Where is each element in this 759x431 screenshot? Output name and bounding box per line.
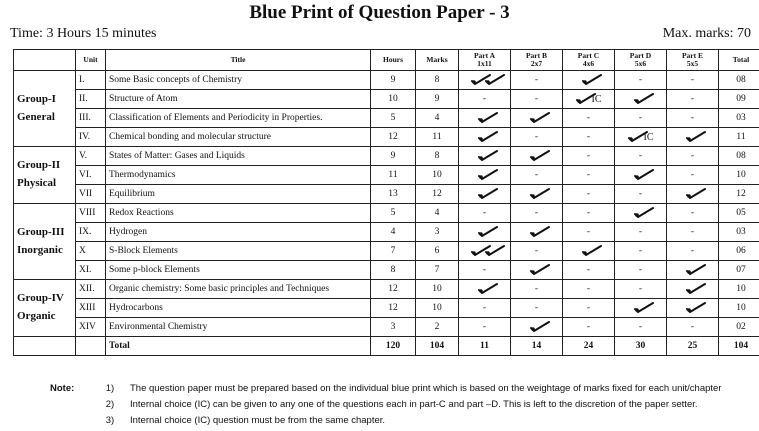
dash-mark: - [638,284,643,294]
table-row [14,128,759,147]
table-row [14,90,759,109]
dash-mark: - [638,75,643,85]
column-header: Part B 2x7 [511,50,563,71]
part-c-cell [563,261,615,280]
part-b-cell [511,71,563,90]
total-empty-cell [76,337,106,356]
title-cell: Environmental Chemistry [106,318,371,337]
unit-cell: II. [76,90,106,109]
check-mark-icon [686,286,700,292]
dash-mark: - [586,208,591,218]
dash-mark: - [534,75,539,85]
check-mark-icon [530,191,544,197]
unit-cell: VI. [76,166,106,185]
check-mark-icon [471,77,485,83]
unit-cell: IV. [76,128,106,147]
marks-cell: 7 [416,261,459,280]
unit-cell: I. [76,71,106,90]
table-row [14,223,759,242]
title-cell: Hydrocarbons [106,299,371,318]
check-mark-icon [582,248,596,254]
dash-mark: - [586,151,591,161]
internal-choice-label: IC [591,93,602,105]
check-mark-icon [478,153,492,159]
title-cell: Organic chemistry: Some basic principles and Techniques [106,280,371,299]
unit-cell: VII [76,185,106,204]
note-item [50,397,721,413]
part-d-cell [615,242,667,261]
note-label [50,397,90,413]
group-label: Group-III Inorganic [14,204,76,280]
part-b-cell [511,166,563,185]
grand-total: 104 [719,337,759,356]
column-header: Unit [76,50,106,71]
table-row [14,261,759,280]
marks-cell: 3 [416,223,459,242]
title-cell: Structure of Atom [106,90,371,109]
part-b-cell [511,242,563,261]
row-total-cell: 08 [719,147,759,166]
part-a-cell [459,90,511,109]
dash-mark: - [586,132,591,142]
hours-cell: 12 [371,299,416,318]
table-row [14,204,759,223]
part-b-cell [511,109,563,128]
title-cell: Hydrogen [106,223,371,242]
hours-cell: 8 [371,261,416,280]
hours-cell: 3 [371,318,416,337]
table-row [14,147,759,166]
dash-mark: - [690,208,695,218]
total-hours: 120 [371,337,416,356]
check-mark-icon [478,134,492,140]
part-c-cell [563,223,615,242]
unit-cell: XI. [76,261,106,280]
part-e-cell [667,166,719,185]
check-mark-icon [478,229,492,235]
dash-mark: - [638,189,643,199]
blueprint-table [13,49,759,356]
part-c-cell [563,147,615,166]
hours-cell: 13 [371,185,416,204]
hours-cell: 12 [371,280,416,299]
part-b-cell [511,318,563,337]
unit-cell: X [76,242,106,261]
marks-cell: 2 [416,318,459,337]
hours-cell: 7 [371,242,416,261]
unit-cell: III. [76,109,106,128]
part-a-cell [459,71,511,90]
title-cell: S-Block Elements [106,242,371,261]
marks-cell: 4 [416,109,459,128]
part-c-cell [563,90,615,109]
total-part-e: 25 [667,337,719,356]
total-part-b: 14 [511,337,563,356]
row-total-cell: 10 [719,299,759,318]
dash-mark: - [586,265,591,275]
part-b-cell [511,223,563,242]
internal-choice-label: IC [643,131,654,143]
unit-cell: IX. [76,223,106,242]
total-row [14,337,759,356]
part-b-cell [511,185,563,204]
note-label: Note: [50,383,75,394]
hours-cell: 5 [371,109,416,128]
part-c-cell [563,128,615,147]
part-b-cell [511,261,563,280]
column-header: Title [106,50,371,71]
part-a-cell [459,299,511,318]
hours-cell: 12 [371,128,416,147]
part-b-cell [511,147,563,166]
title-cell: Equilibrium [106,185,371,204]
part-d-cell [615,280,667,299]
part-a-cell [459,147,511,166]
hours-cell: 9 [371,71,416,90]
row-total-cell: 06 [719,242,759,261]
dash-mark: - [690,227,695,237]
table-row [14,280,759,299]
check-mark-icon [634,96,648,102]
unit-cell: VIII [76,204,106,223]
dash-mark: - [482,94,487,104]
part-d-cell [615,185,667,204]
unit-cell: XIV [76,318,106,337]
dash-mark: - [586,113,591,123]
dash-mark: - [586,284,591,294]
check-mark-icon [686,305,700,311]
part-e-cell [667,261,719,280]
title-cell: Some p-block Elements [106,261,371,280]
title-cell: Classification of Elements and Periodicity in Properties. [106,109,371,128]
row-total-cell: 02 [719,318,759,337]
row-total-cell: 03 [719,109,759,128]
part-a-cell [459,166,511,185]
part-c-cell [563,109,615,128]
unit-cell: XIII [76,299,106,318]
header-group-cell [14,50,76,71]
dash-mark: - [482,265,487,275]
part-b-cell [511,90,563,109]
dash-mark: - [690,151,695,161]
part-d-cell [615,261,667,280]
check-mark-icon [471,248,485,254]
row-total-cell: 03 [719,223,759,242]
part-e-cell [667,109,719,128]
column-header: Marks [416,50,459,71]
check-mark-icon [582,77,596,83]
hours-cell: 5 [371,204,416,223]
note-number: 2) [105,399,115,410]
column-header: Part A 1x11 [459,50,511,71]
note-number: 3) [105,415,115,426]
marks-cell: 6 [416,242,459,261]
part-b-cell [511,204,563,223]
table-row [14,185,759,204]
part-b-cell [511,299,563,318]
marks-cell: 12 [416,185,459,204]
part-d-cell [615,128,667,147]
note-item [50,381,721,397]
part-a-cell [459,128,511,147]
dash-mark: - [534,170,539,180]
check-mark-icon [530,229,544,235]
part-c-cell [563,299,615,318]
check-mark-icon [530,267,544,273]
check-mark-icon [576,96,590,102]
table-row [14,166,759,185]
total-part-d: 30 [615,337,667,356]
part-c-cell [563,280,615,299]
group-label: Group-IV Organic [14,280,76,337]
part-a-cell [459,204,511,223]
check-mark-icon [634,172,648,178]
total-empty-cell [14,337,76,356]
part-a-cell [459,318,511,337]
note-text: Internal choice (IC) can be given to any one of the questions each in part-C and part –D. This is left to the discretion of the paper setter. [130,399,698,410]
column-header: Part E 5x5 [667,50,719,71]
title-cell: States of Matter: Gases and Liquids [106,147,371,166]
part-e-cell [667,128,719,147]
part-d-cell [615,90,667,109]
check-mark-icon [686,267,700,273]
dash-mark: - [638,246,643,256]
page-title: Blue Print of Question Paper - 3 [249,2,510,23]
dash-mark: - [586,189,591,199]
part-d-cell [615,109,667,128]
table-header-row [14,50,759,71]
note-label [50,413,90,429]
column-header: Part D 5x6 [615,50,667,71]
hours-cell: 11 [371,166,416,185]
dash-mark: - [638,227,643,237]
part-e-cell [667,204,719,223]
marks-cell: 11 [416,128,459,147]
part-e-cell [667,90,719,109]
check-mark-icon [530,324,544,330]
part-e-cell [667,147,719,166]
part-d-cell [615,299,667,318]
title-cell: Some Basic concepts of Chemistry [106,71,371,90]
table-row [14,71,759,90]
dash-mark: - [690,322,695,332]
dash-mark: - [534,246,539,256]
part-d-cell [615,166,667,185]
title-cell: Thermodynamics [106,166,371,185]
dash-mark: - [690,113,695,123]
part-b-cell [511,128,563,147]
dash-mark: - [534,132,539,142]
part-c-cell [563,166,615,185]
unit-cell: XII. [76,280,106,299]
part-e-cell [667,223,719,242]
part-d-cell [615,204,667,223]
check-mark-icon [634,210,648,216]
dash-mark: - [690,246,695,256]
row-total-cell: 05 [719,204,759,223]
part-d-cell [615,223,667,242]
group-label: Group-II Physical [14,147,76,204]
part-d-cell [615,318,667,337]
dash-mark: - [586,322,591,332]
part-a-cell [459,280,511,299]
part-e-cell [667,299,719,318]
total-label: Total [106,337,371,356]
dash-mark: - [534,94,539,104]
check-mark-icon [530,153,544,159]
part-c-cell [563,318,615,337]
hours-cell: 9 [371,147,416,166]
row-total-cell: 09 [719,90,759,109]
check-mark-icon [478,191,492,197]
part-d-cell [615,147,667,166]
column-header: Total [719,50,759,71]
note-text: Internal choice (IC) question must be from the same chapter. [130,415,386,426]
note-number: 1) [105,383,115,394]
part-e-cell [667,280,719,299]
part-a-cell [459,109,511,128]
part-c-cell [563,185,615,204]
time-label: Time: 3 Hours 15 minutes [10,26,157,41]
row-total-cell: 07 [719,261,759,280]
marks-cell: 8 [416,71,459,90]
table-row [14,318,759,337]
part-c-cell [563,204,615,223]
unit-cell: V. [76,147,106,166]
column-header: Part C 4x6 [563,50,615,71]
marks-cell: 4 [416,204,459,223]
check-mark-icon [686,134,700,140]
check-mark-icon [634,305,648,311]
note-text: The question paper must be prepared based on the individual blue print which is based on the weightage of marks fixed for each unit/chapter [130,383,722,394]
check-mark-icon [530,115,544,121]
table-row [14,109,759,128]
note-item [50,413,721,429]
check-mark-icon [478,286,492,292]
hours-cell: 4 [371,223,416,242]
part-a-cell [459,223,511,242]
part-e-cell [667,71,719,90]
dash-mark: - [586,170,591,180]
dash-mark: - [638,113,643,123]
dash-mark: - [534,284,539,294]
marks-cell: 9 [416,90,459,109]
part-b-cell [511,280,563,299]
dash-mark: - [690,94,695,104]
dash-mark: - [638,322,643,332]
column-header: Hours [371,50,416,71]
table-row [14,242,759,261]
row-total-cell: 10 [719,166,759,185]
row-total-cell: 12 [719,185,759,204]
dash-mark: - [482,322,487,332]
dash-mark: - [638,151,643,161]
marks-cell: 10 [416,166,459,185]
part-a-cell [459,242,511,261]
marks-cell: 8 [416,147,459,166]
title-cell: Redox Reactions [106,204,371,223]
row-total-cell: 10 [719,280,759,299]
dash-mark: - [638,265,643,275]
notes-section [50,381,721,429]
dash-mark: - [482,303,487,313]
marks-cell: 10 [416,299,459,318]
dash-mark: - [534,208,539,218]
marks-cell: 10 [416,280,459,299]
dash-mark: - [690,75,695,85]
max-marks-label: Max. marks: 70 [662,26,751,41]
dash-mark: - [482,208,487,218]
group-label: Group-I General [14,71,76,147]
part-c-cell [563,71,615,90]
row-total-cell: 08 [719,71,759,90]
dash-mark: - [690,170,695,180]
total-marks: 104 [416,337,459,356]
dash-mark: - [586,303,591,313]
check-mark-icon [628,134,642,140]
check-mark-icon [485,77,499,83]
part-e-cell [667,185,719,204]
table-row [14,299,759,318]
total-part-a: 11 [459,337,511,356]
title-cell: Chemical bonding and molecular structure [106,128,371,147]
part-e-cell [667,318,719,337]
check-mark-icon [478,172,492,178]
part-e-cell [667,242,719,261]
dash-mark: - [586,227,591,237]
part-a-cell [459,261,511,280]
hours-cell: 10 [371,90,416,109]
total-part-c: 24 [563,337,615,356]
check-mark-icon [485,248,499,254]
check-mark-icon [478,115,492,121]
check-mark-icon [686,191,700,197]
row-total-cell: 11 [719,128,759,147]
part-d-cell [615,71,667,90]
part-a-cell [459,185,511,204]
dash-mark: - [534,303,539,313]
part-c-cell [563,242,615,261]
